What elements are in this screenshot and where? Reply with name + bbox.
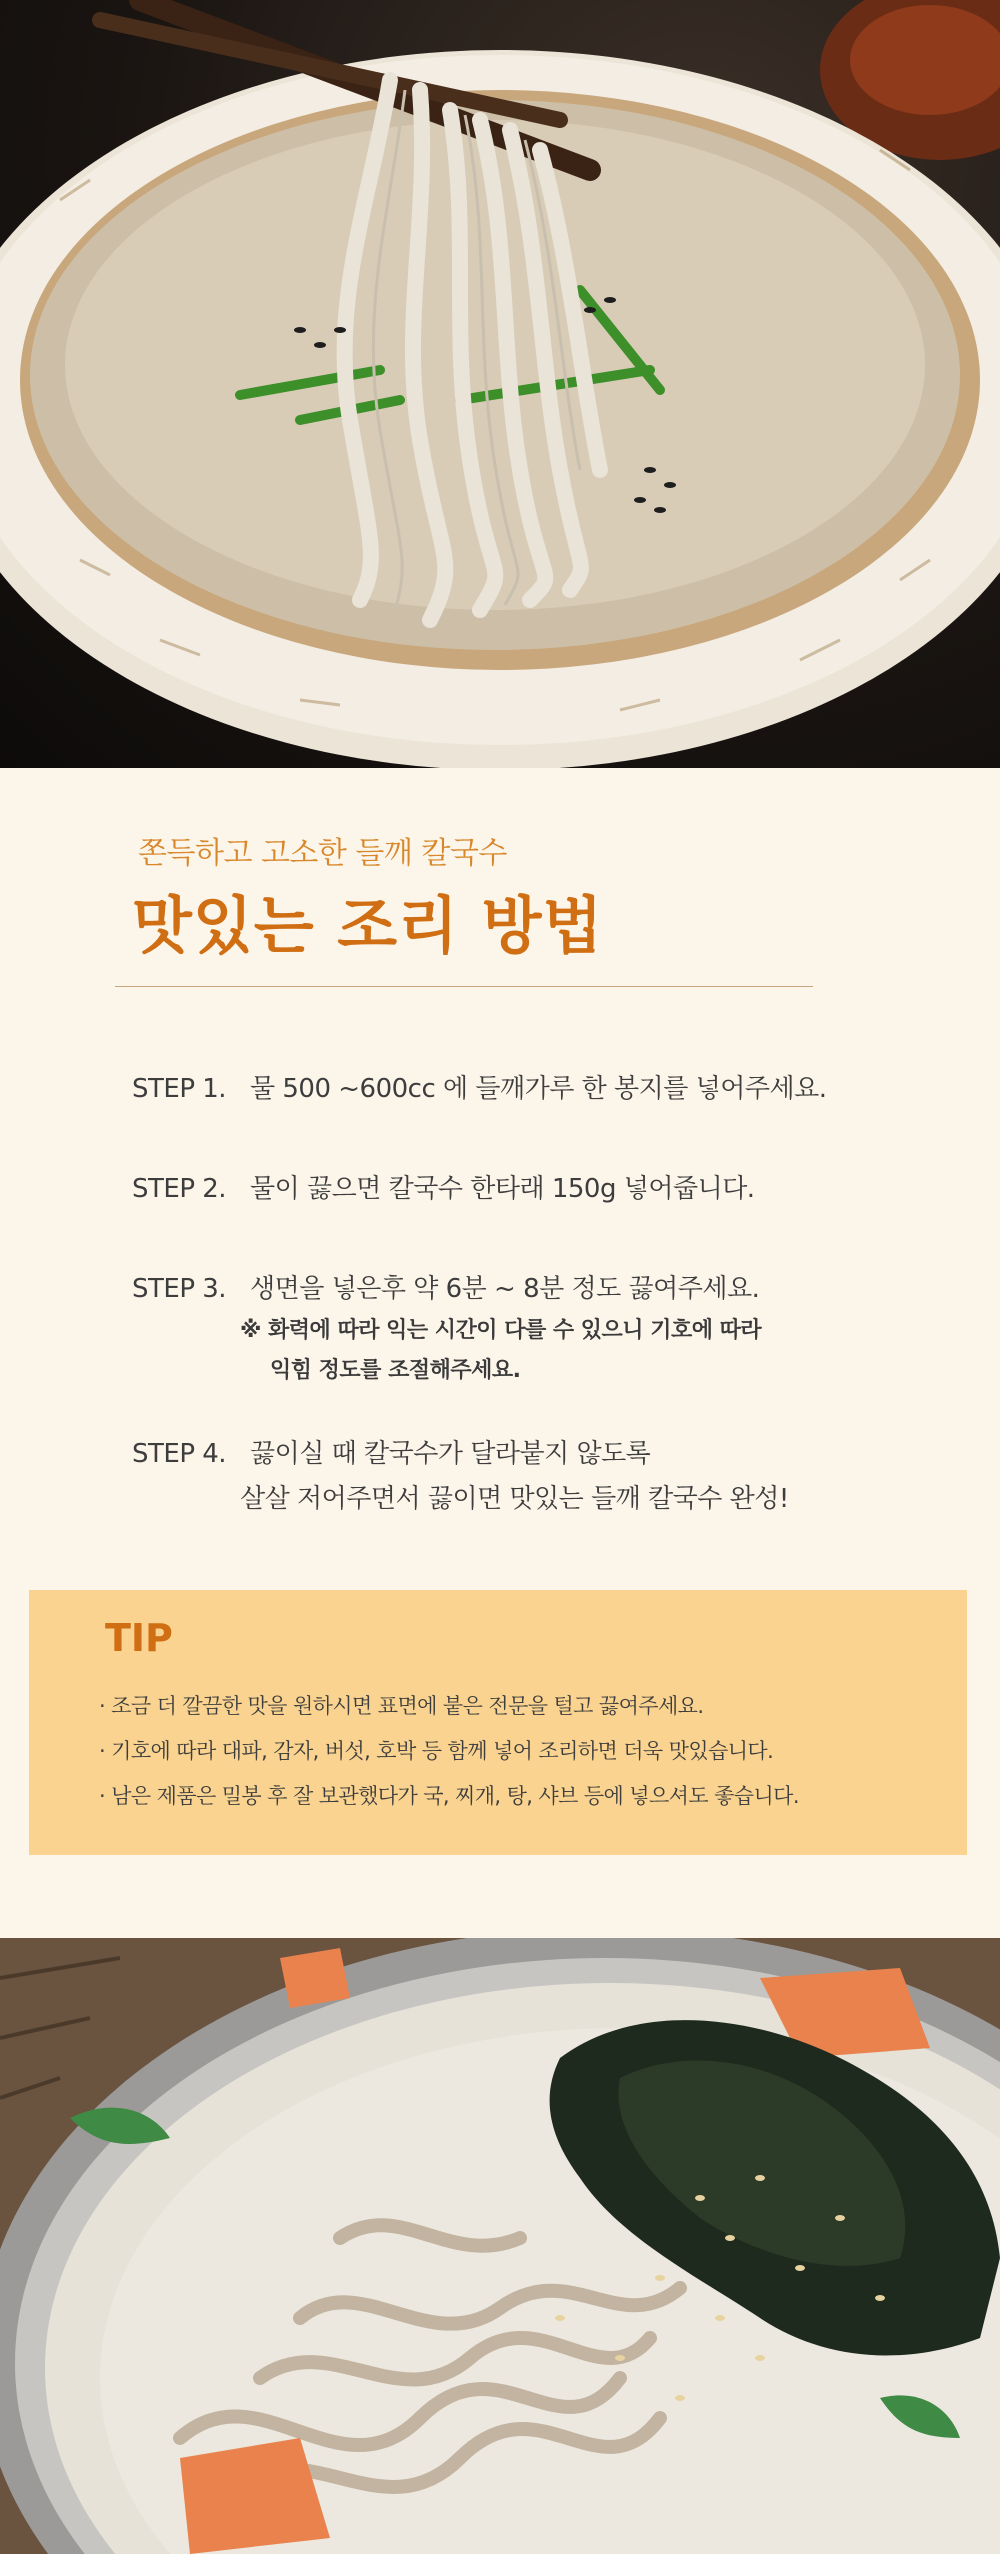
- step-text: 끓이실 때 칼국수가 달라붙지 않도록: [250, 1439, 651, 1469]
- tip-title: TIP: [105, 1616, 173, 1660]
- tip-list: [99, 1690, 799, 1825]
- step-1: [132, 1068, 827, 1105]
- recipe-title: 맛있는 조리 방법: [132, 889, 604, 962]
- step-number: STEP 3.: [132, 1274, 227, 1304]
- note-text: 익힘 정도를 조절해주세요.: [270, 1358, 521, 1383]
- step-text: 물 500 ~600cc 에 들깨가루 한 봉지를 넣어주세요.: [250, 1074, 827, 1104]
- step-text: 생면을 넣은후 약 6분 ~ 8분 정도 끓여주세요.: [250, 1274, 760, 1304]
- recipe-section: [0, 768, 1000, 1938]
- step-3-note-line-1: ※ 화력에 따라 익는 시간이 다를 수 있으니 기호에 따라: [240, 1318, 762, 1343]
- noodle-bowl-photo: [0, 0, 1000, 768]
- tip-item: · 조금 더 깔끔한 맛을 원하시면 표면에 붙은 전문을 털고 끓여주세요.: [99, 1694, 704, 1718]
- step-2: [132, 1168, 755, 1205]
- tip-item: · 남은 제품은 밀봉 후 잘 보관했다가 국, 찌개, 탕, 샤브 등에 넣으셔도 좋습니다.: [99, 1784, 799, 1808]
- tip-box: [29, 1590, 967, 1855]
- title-divider: [115, 986, 813, 987]
- step-number: STEP 2.: [132, 1174, 227, 1204]
- step-text: 물이 끓으면 칼국수 한타래 150g 넣어줍니다.: [250, 1174, 755, 1204]
- step-3-note-line-2: [242, 1353, 520, 1384]
- step-number: STEP 1.: [132, 1074, 227, 1104]
- tip-item: · 기호에 따라 대파, 감자, 버섯, 호박 등 함께 넣어 조리하면 더욱 맛있습니다.: [99, 1739, 774, 1763]
- step-4: [132, 1433, 650, 1470]
- step-3: [132, 1268, 759, 1305]
- step-number: STEP 4.: [132, 1439, 227, 1469]
- step-4-line-2: 살살 저어주면서 끓이면 맛있는 들깨 칼국수 완성!: [240, 1484, 789, 1514]
- noodle-pot-photo: [0, 1938, 1000, 2554]
- recipe-subtitle: 쫀득하고 고소한 들깨 칼국수: [138, 836, 507, 871]
